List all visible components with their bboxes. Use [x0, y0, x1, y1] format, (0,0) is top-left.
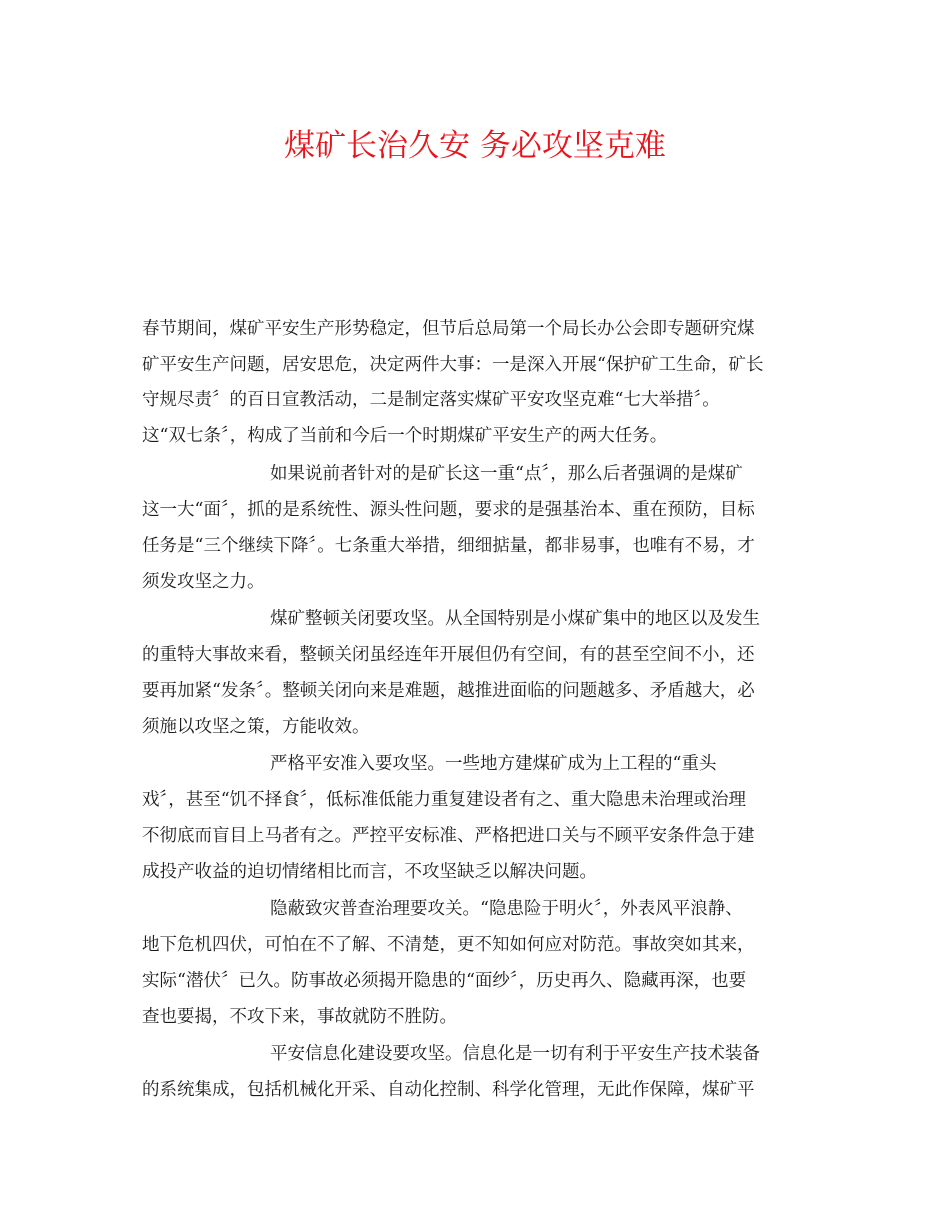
paragraph-1-line-3: 守规尽责〞的百日宣教活动，二是制定落实煤矿平安攻坚克难“七大举措〞。 [142, 390, 720, 410]
paragraph-5-line-1: 隐蔽致灾普查治理要攻关。“隐患险于明火〞，外表风平浪静、 [270, 899, 743, 919]
paragraph-1-line-1: 春节期间，煤矿平安生产形势稳定，但节后总局第一个局长办公会即专题研究煤 [142, 319, 755, 339]
paragraph-2-line-4: 须发攻坚之力。 [142, 572, 265, 592]
paragraph-4-line-2: 戏〞，甚至“饥不择食〞，低标准低能力重复建设者有之、重大隐患未治理或治理 [142, 790, 746, 810]
paragraph-2-line-3: 任务是“三个继续下降〞。七条重大举措，细细掂量，都非易事，也唯有不易，才 [142, 536, 755, 556]
paragraph-3-line-4: 须施以攻坚之策，方能收效。 [142, 717, 370, 737]
paragraph-3-line-1: 煤矿整顿关闭要攻坚。从全国特别是小煤矿集中的地区以及发生 [270, 609, 760, 629]
paragraph-5-line-2: 地下危机四伏，可怕在不了解、不清楚，更不知如何应对防范。事故突如其来， [142, 935, 755, 955]
paragraph-1-line-2: 矿平安生产问题，居安思危，决定两件大事：一是深入开展“保护矿工生命，矿长 [142, 355, 764, 375]
paragraph-6-line-1: 平安信息化建设要攻坚。信息化是一切有利于平安生产技术装备 [270, 1044, 760, 1064]
paragraph-4-line-1: 严格平安准入要攻坚。一些地方建煤矿成为上工程的“重头 [270, 754, 717, 774]
paragraph-1-line-4: 这“双七条〞，构成了当前和今后一个时期煤矿平安生产的两大任务。 [142, 426, 668, 446]
paragraph-2-line-2: 这一大“面〞，抓的是系统性、源头性问题，要求的是强基治本、重在预防，目标 [142, 500, 755, 520]
paragraph-6-line-2: 的系统集成，包括机械化开采、自动化控制、科学化管理，无此作保障，煤矿平 [142, 1080, 755, 1100]
paragraph-3-line-3: 要再加紧“发条〞。整顿关闭向来是难题，越推进面临的问题越多、矛盾越大，必 [142, 681, 755, 701]
paragraph-4-line-3: 不彻底而盲目上马者有之。严控平安标准、严格把进口关与不顾平安条件急于建 [142, 826, 755, 846]
paragraph-5-line-4: 查也要揭，不攻下来，事故就防不胜防。 [142, 1007, 457, 1027]
paragraph-2-line-1: 如果说前者针对的是矿长这一重“点〞，那么后者强调的是煤矿 [270, 464, 743, 484]
paragraph-4-line-4: 成投产收益的迫切情绪相比而言，不攻坚缺乏以解决问题。 [142, 862, 597, 882]
paragraph-3-line-2: 的重特大事故来看，整顿关闭虽经连年开展但仍有空间，有的甚至空间不小，还 [142, 645, 755, 665]
paragraph-5-line-3: 实际“潜伏〞已久。防事故必须揭开隐患的“面纱〞，历史再久、隐藏再深，也要 [142, 971, 747, 991]
document-title: 煤矿长治久安 务必攻坚克难 [284, 128, 666, 164]
